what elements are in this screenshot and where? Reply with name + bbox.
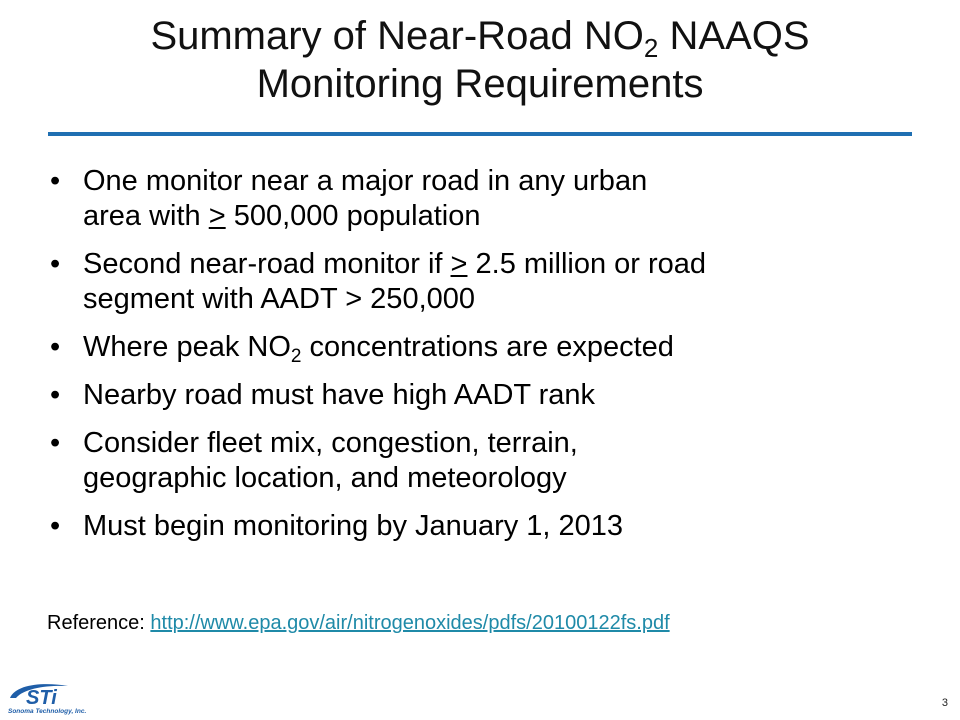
slide-title [0,12,960,108]
title-subscript: 2 [643,33,659,63]
bullet-marker: • [50,379,61,411]
title-text: Summary of Near-Road NO [150,14,644,58]
bullet-item [0,247,823,317]
reference-line [47,611,670,635]
greater-equal-symbol: > [208,200,226,232]
sti-logo [4,680,114,716]
bullet-text: 2.5 million or road [467,248,707,280]
bullet-text: Second near-road monitor if [83,248,451,280]
bullet-item [0,330,823,365]
bullet-marker: • [50,248,61,280]
reference-link[interactable]: http://www.epa.gov/air/nitrogenoxides/pdfs/20100122fs.pdf [150,612,670,634]
bullet-marker: • [50,165,61,197]
bullet-text: concentrations are expected [301,331,674,363]
page-number: 3 [941,697,948,709]
bullet-text: Nearby road must have high AADT rank [83,379,596,411]
bullet-item [0,426,823,496]
bullet-text: geographic location, and meteorology [83,462,567,494]
bullet-item [0,509,823,544]
bullet-text: One monitor near a major road in any urban [83,165,648,197]
bullet-text: 500,000 population [225,200,481,232]
title-line-1 [0,12,960,63]
bullet-marker: • [50,331,61,363]
bullet-item [0,378,823,413]
bullet-marker: • [50,427,61,459]
bullet-text: segment with AADT > 250,000 [83,283,476,315]
bullet-item [0,164,823,234]
bullet-text: Consider fleet mix, congestion, terrain, [83,427,578,459]
bullet-text: Where peak NO [83,331,291,363]
title-divider [48,132,912,136]
logo-wordmark: STi [26,687,57,709]
subscript: 2 [290,346,302,367]
reference-label: Reference: [47,612,151,634]
bullet-text: area with [83,200,209,232]
bullet-text: Must begin monitoring by January 1, 2013 [83,510,624,542]
title-line-2: Monitoring Requirements [256,62,704,106]
logo-tagline: Sonoma Technology, Inc. [8,708,87,715]
greater-equal-symbol: > [450,248,468,280]
bullet-marker: • [50,510,61,542]
bullet-list [0,164,823,557]
title-text-end: NAAQS [658,14,810,58]
